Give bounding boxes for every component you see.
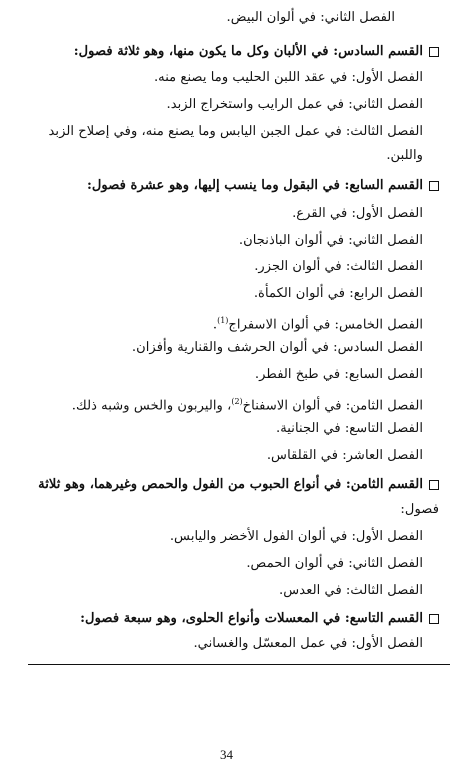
- square-bullet-icon: [429, 47, 439, 57]
- chapter-line: الفصل الرابع: في ألوان الكمأة.: [253, 286, 423, 301]
- square-bullet-icon: [429, 480, 439, 490]
- chapter-line-continuation: واللبن.: [386, 148, 423, 163]
- chapter-line: الفصل الخامس: في ألوان الاسفراج$^{(1)}$.: [212, 316, 423, 333]
- section-heading: القسم الثامن: في أنواع الحبوب من الفول والحمص وغيرهما، وهو ثلاثة: [38, 475, 439, 495]
- chapter-line: الفصل الثاني: في ألوان الباذنجان.: [238, 233, 423, 248]
- square-bullet-icon: [429, 614, 439, 624]
- chapter-line: الفصل الأول: في ألوان الفول الأخضر واليابس.: [169, 529, 423, 544]
- bottom-rule: [28, 664, 450, 665]
- square-bullet-icon: [429, 181, 439, 191]
- chapter-line: الفصل السابع: في طبخ الفطر.: [254, 367, 423, 382]
- chapter-line: الفصل العاشر: في القلقاس.: [266, 448, 423, 463]
- section-heading: القسم التاسع: في المعسلات وأنواع الحلوى، وهو سبعة فصول:: [80, 609, 439, 629]
- footnote-mark: (1): [217, 316, 229, 325]
- page-number: 34: [220, 747, 233, 762]
- chapter-line: الفصل الأول: في عمل المعسّل والغساني.: [193, 636, 423, 651]
- chapter-line: الفصل الثالث: في عمل الجبن اليابس وما يصنع منه، وفي إصلاح الزبد: [48, 124, 423, 139]
- chapter-line: الفصل الثاني: في ألوان البيض.: [226, 10, 395, 25]
- chapter-line: الفصل الثالث: في العدس.: [279, 583, 423, 598]
- chapter-line: الفصل التاسع: في الجنانية.: [276, 421, 423, 436]
- chapter-line: الفصل الثاني: في ألوان الحمص.: [246, 556, 423, 571]
- chapter-line: الفصل الأول: في القرع.: [292, 206, 423, 221]
- chapter-line: الفصل الثاني: في عمل الرايب واستخراج الزبد.: [166, 97, 423, 112]
- chapter-line: الفصل الأول: في عقد اللبن الحليب وما يصنع منه.: [153, 70, 423, 85]
- chapter-line: الفصل الثامن: في ألوان الاسفناخ$^{(2)}$، واليربون والخس وشبه ذلك.: [71, 397, 423, 414]
- chapter-line: الفصل الثالث: في ألوان الجزر.: [254, 259, 423, 274]
- section-heading-continuation: فصول:: [400, 502, 439, 517]
- chapter-line: الفصل السادس: في ألوان الحرشف والقنارية وأفزان.: [131, 340, 423, 355]
- section-heading: القسم السادس: في الألبان وكل ما يكون منها، وهو ثلاثة فصول:: [74, 42, 439, 62]
- section-heading: القسم السابع: في البقول وما ينسب إليها، وهو عشرة فصول:: [87, 176, 439, 196]
- footnote-mark: (2): [231, 397, 243, 406]
